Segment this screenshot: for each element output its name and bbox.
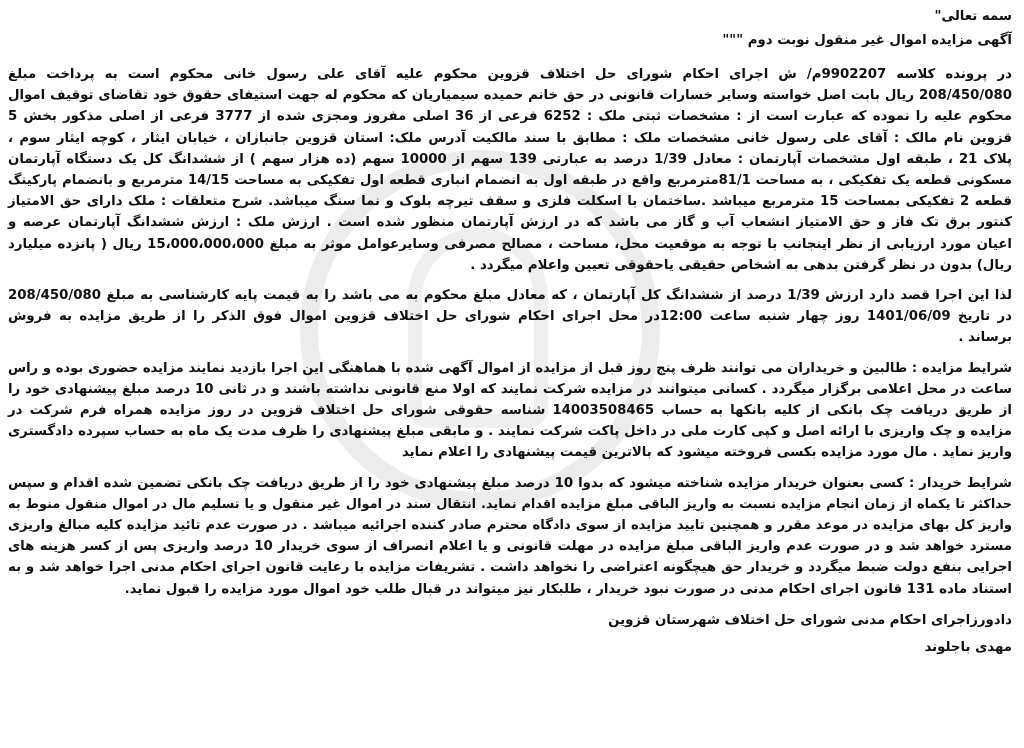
text-line: کنتور برق تک فاز و حق الامتیاز انشعاب آب و گاز می باشد که در ارزش آپارتمان منظور شده است . ارزش ملک : ارزش ششدانگ آپارتمان عرصه و bbox=[8, 215, 1012, 231]
text-line: شرایط مزایده : طالبین و خریداران می توانند ظرف پنج روز قبل از مزایده از اموال آگهی شده با هماهنگی این اجرا بازدید نمایند مزایده حضوری بوده و راس bbox=[8, 360, 1012, 376]
text-line: در پرونده کلاسه 9902207م/ ش اجرای احکام شورای حل اختلاف قزوین محکوم علیه آقای علی رسول خانی محکوم است به پرداخت مبلغ bbox=[8, 67, 1012, 82]
paragraph-auction-date bbox=[8, 285, 1012, 349]
text-line: مسکونی قطعه یک تفکیکی ، به مساحت 81/1مترمربع واقع در طبقه اول به انضمام انباری قطعه اول تفکیکی به مساحت 14/15 مترمربع و بانضمام پارکینگ bbox=[8, 173, 1012, 189]
invocation: سمه تعالی" bbox=[934, 9, 1012, 24]
text-line: قزوین نام مالک : آقای علی رسول خانی مشخصات ملک : مطابق با سند مالکیت آدرس ملک: استان قزوین جانبازان ، خیابان ایثار ، کوچه ایثار سوم ، bbox=[8, 130, 1012, 146]
text-line: در تاریخ 1401/06/09 روز چهار شنبه ساعت 12:00در محل اجرای احکام شورای حل اختلاف قزوین اموال فوق الذکر را از طریق مزایده به فروش bbox=[8, 309, 1012, 325]
text-line: مسترد خواهد شد و در صورت عدم واریز الباقی مبلغ مزایده در مهلت قانونی و یا اعلام انصراف از سوی خریدار 10 درصد واریزی پس از کسر هزینه های bbox=[8, 539, 1012, 555]
paragraph-buyer-conditions bbox=[8, 473, 1012, 600]
text-line: از طریق دریافت چک بانکی از کلیه بانکها به حساب 14003508465 شناسه حقوقی شورای حل اختلاف قزوین در روز مزایده همراه فرم شرکت در bbox=[8, 403, 1012, 419]
signature-name: مهدی باجلوند bbox=[924, 640, 1012, 656]
text-line: استناد ماده 131 قانون اجرای احکام مدنی در صورت نبود خریدار ، طلبکار نیز میتواند در قبال طلب خود اموال مورد مزایده را قبول نماید. bbox=[124, 581, 1012, 597]
text-line: حداکثر تا یکماه از زمان انجام مزایده نسبت به واریز الباقی مبلغ مزایده اقدام نماید. انتقال سند در اموال غیر منقول و یا تسلیم مال در اموال منقول منوط به bbox=[8, 496, 1012, 512]
text-line: پلاک 21 ، طبقه اول مشخصات آپارتمان : معادل 1/39 درصد به عبارتی 139 سهم از 10000 سهم (ده هزار سهم ) از ششدانگ کل یک دستگاه آپارتمان bbox=[8, 151, 1012, 167]
text-line: واریز کل بهای مزایده در موعد مقرر و همچنین تایید مزایده از سوی دادگاه محترم صادر کننده اجرائیه میباشد . در صورت عدم تائید مزایده کلیه مبالغ واریزی bbox=[8, 518, 1012, 534]
text-line: لذا این اجرا قصد دارد ارزش 1/39 درصد از ششدانگ کل آپارتمان ، که معادل مبلغ محکوم به می باشد را به قیمت پایه کارشناسی به مبلغ 208/450/080 bbox=[8, 288, 1013, 304]
text-line: واریز نماید . مال مورد مزایده بکسی فروخته میشود که بالاترین قیمت پیشنهادی را اعلام نماید bbox=[401, 445, 1012, 461]
paragraph-case-details bbox=[8, 64, 1012, 276]
text-line: ساعت در محل اعلامی برگزار میگردد . کسانی میتوانند در مزایده شرکت نمایند که اولا منع قانونی نداشته باشند و در ثانی 10 درصد مبلغ پیشنهادی خود را bbox=[8, 381, 1012, 397]
text-line: محکوم علیه را نموده که عبارت است از : مشخصات ثبتی ملک : 6252 فرعی از 36 اصلی مفروز ومجزی شده از 3777 فرعی از اصلی مذکور بخش 5 bbox=[8, 109, 1012, 125]
text-line: شرایط خریدار : کسی بعنوان خریدار مزایده شناخته میشود که بدوا 10 درصد مبلغ پیشنهادی خود را از طریق دریافت چک بانکی تضمین شده اقدام و سپس bbox=[8, 475, 1013, 491]
text-line: اجرایی بنفع دولت ضبط میگردد و خریدار حق هیچگونه اعتراضی را نخواهد داشت . تشریفات مزایده با رعایت قانون اجرای احکام مدنی اجرا خواهد شد و به bbox=[8, 560, 1012, 576]
text-line: اعیان مورد ارزیابی از نظر اینجانب با توجه به موقعیت محل، مساحت ، مصالح مصرفی وسایرعوامل موثر به مبلغ 15،000،000،000 ریال ( پانزده میلیارد bbox=[8, 236, 1012, 252]
text-line: ریال) بدون در نظر گرفتن بدهی به اشخاص حقیقی یاحقوقی تعیین واعلام میگردد . bbox=[470, 257, 1012, 273]
paragraph-auction-conditions bbox=[8, 358, 1012, 464]
text-line: قطعه 2 تفکیکی بمساحت 15 مترمربع میباشد .ساختمان با اسکلت فلزی و سقف تیرچه بلوک و نما سنگ میباشد. شرح متعلقات : ملک دارای حق الامتیاز bbox=[8, 194, 1012, 210]
text-line: مزایده و چک واریزی با ارائه اصل و کپی کارت ملی در داخل پاکت شرکت نمایند . و مابقی مبلغ پیشنهادی را ظرف مدت یک ماه به حساب سپرده دادگستری bbox=[8, 424, 1012, 440]
text-line: برساند . bbox=[958, 330, 1012, 346]
notice-title: آگهی مزایده اموال غیر منقول نوبت دوم """ bbox=[722, 33, 1012, 48]
text-line: 208/450/080 ریال بابت اصل خواسته وسایر خسارات قانونی در حق خانم حمیده سیمیاریان که محکوم له جهت استیفای حقوق خود تقاضای توقیف اموال bbox=[8, 88, 1012, 104]
signature-office: دادورزاجرای احکام مدنی شورای حل اختلاف شهرستان قزوین bbox=[608, 612, 1012, 628]
